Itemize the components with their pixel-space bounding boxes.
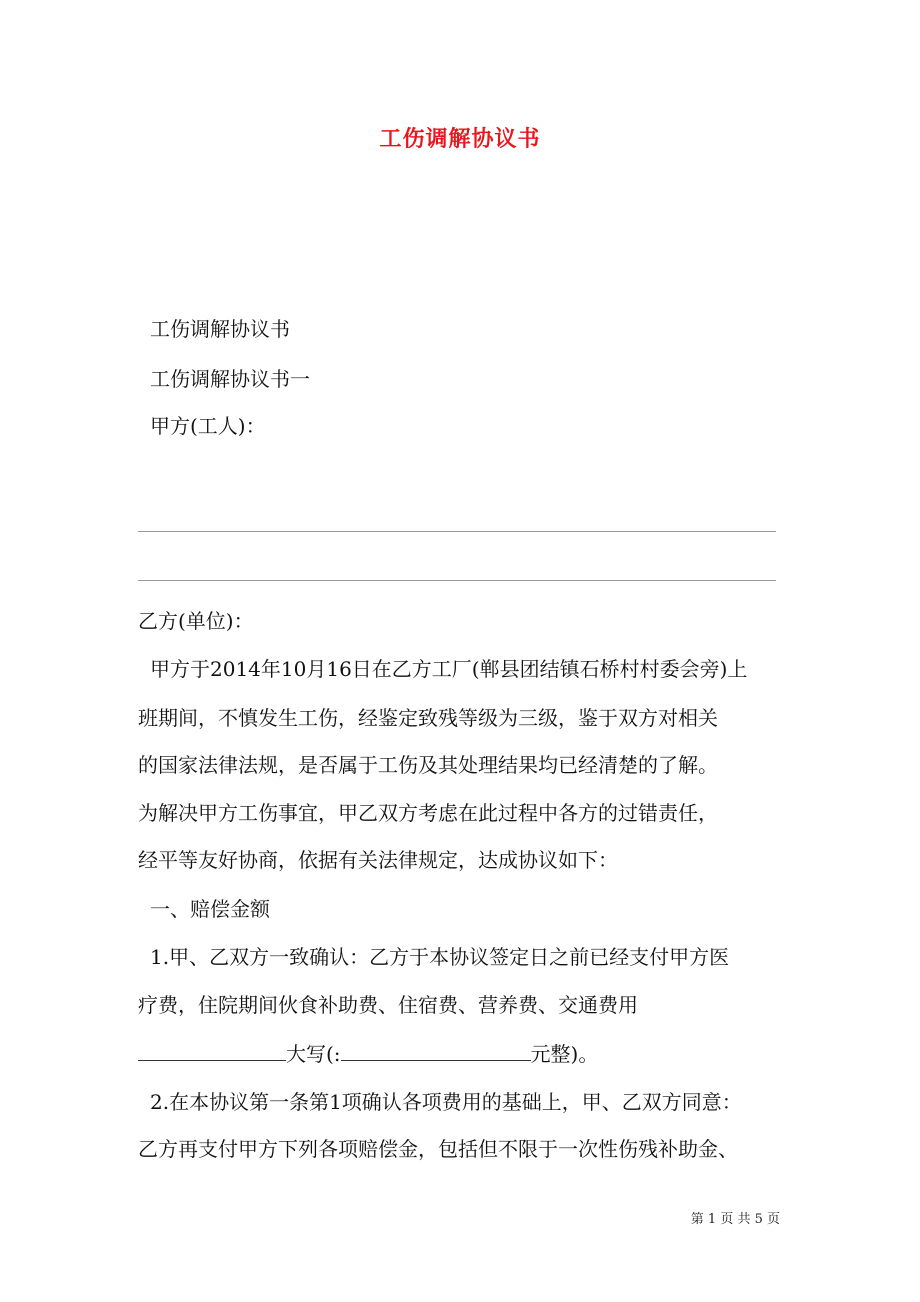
party-a-label: 甲方(工人)： [150,414,266,438]
document-title: 工伤调解协议书 [379,126,541,152]
party-a-blank-line-2 [138,580,776,581]
amount-capital-label: 大写(: [286,1042,341,1066]
item-1-line: 1.甲、乙双方一致确认：乙方于本协议签定日之前已经支付甲方医 [150,945,730,969]
paragraph-line: 为解决甲方工伤事宜，甲乙双方考虑在此过程中各方的过错责任， [138,801,718,825]
paragraph-line: 甲方于2014年10月16日在乙方工厂(郸县团结镇石桥村村委会旁)上 [150,657,748,681]
amount-blank-field[interactable] [138,1040,286,1061]
paragraph-line: 的国家法律法规，是否属于工伤及其处理结果均已经清楚的了解。 [138,753,718,777]
item-1-line: 疗费，住院期间伙食补助费、住宿费、营养费、交通费用 [138,993,638,1017]
paragraph-line: 经平等友好协商，依据有关法律规定，达成协议如下： [138,848,618,872]
section-heading-compensation: 一、赔偿金额 [150,897,270,921]
page-number: 第 1 页 共 5 页 [690,1212,780,1227]
party-a-blank-line-1 [138,531,776,532]
item-2-line: 2.在本协议第一条第1项确认各项费用的基础上，甲、乙双方同意： [150,1090,742,1114]
heading-line-2: 工伤调解协议书一 [150,367,310,391]
paragraph-line: 班期间，不慎发生工伤，经鉴定致残等级为三级，鉴于双方对相关 [138,706,718,730]
amount-line [138,1040,598,1067]
party-b-label: 乙方(单位)： [138,609,254,633]
amount-suffix: 元整)。 [530,1042,599,1066]
amount-capital-blank-field[interactable] [341,1040,531,1061]
item-2-line: 乙方再支付甲方下列各项赔偿金，包括但不限于一次性伤残补助金、 [138,1137,738,1161]
heading-line-1: 工伤调解协议书 [150,317,290,341]
